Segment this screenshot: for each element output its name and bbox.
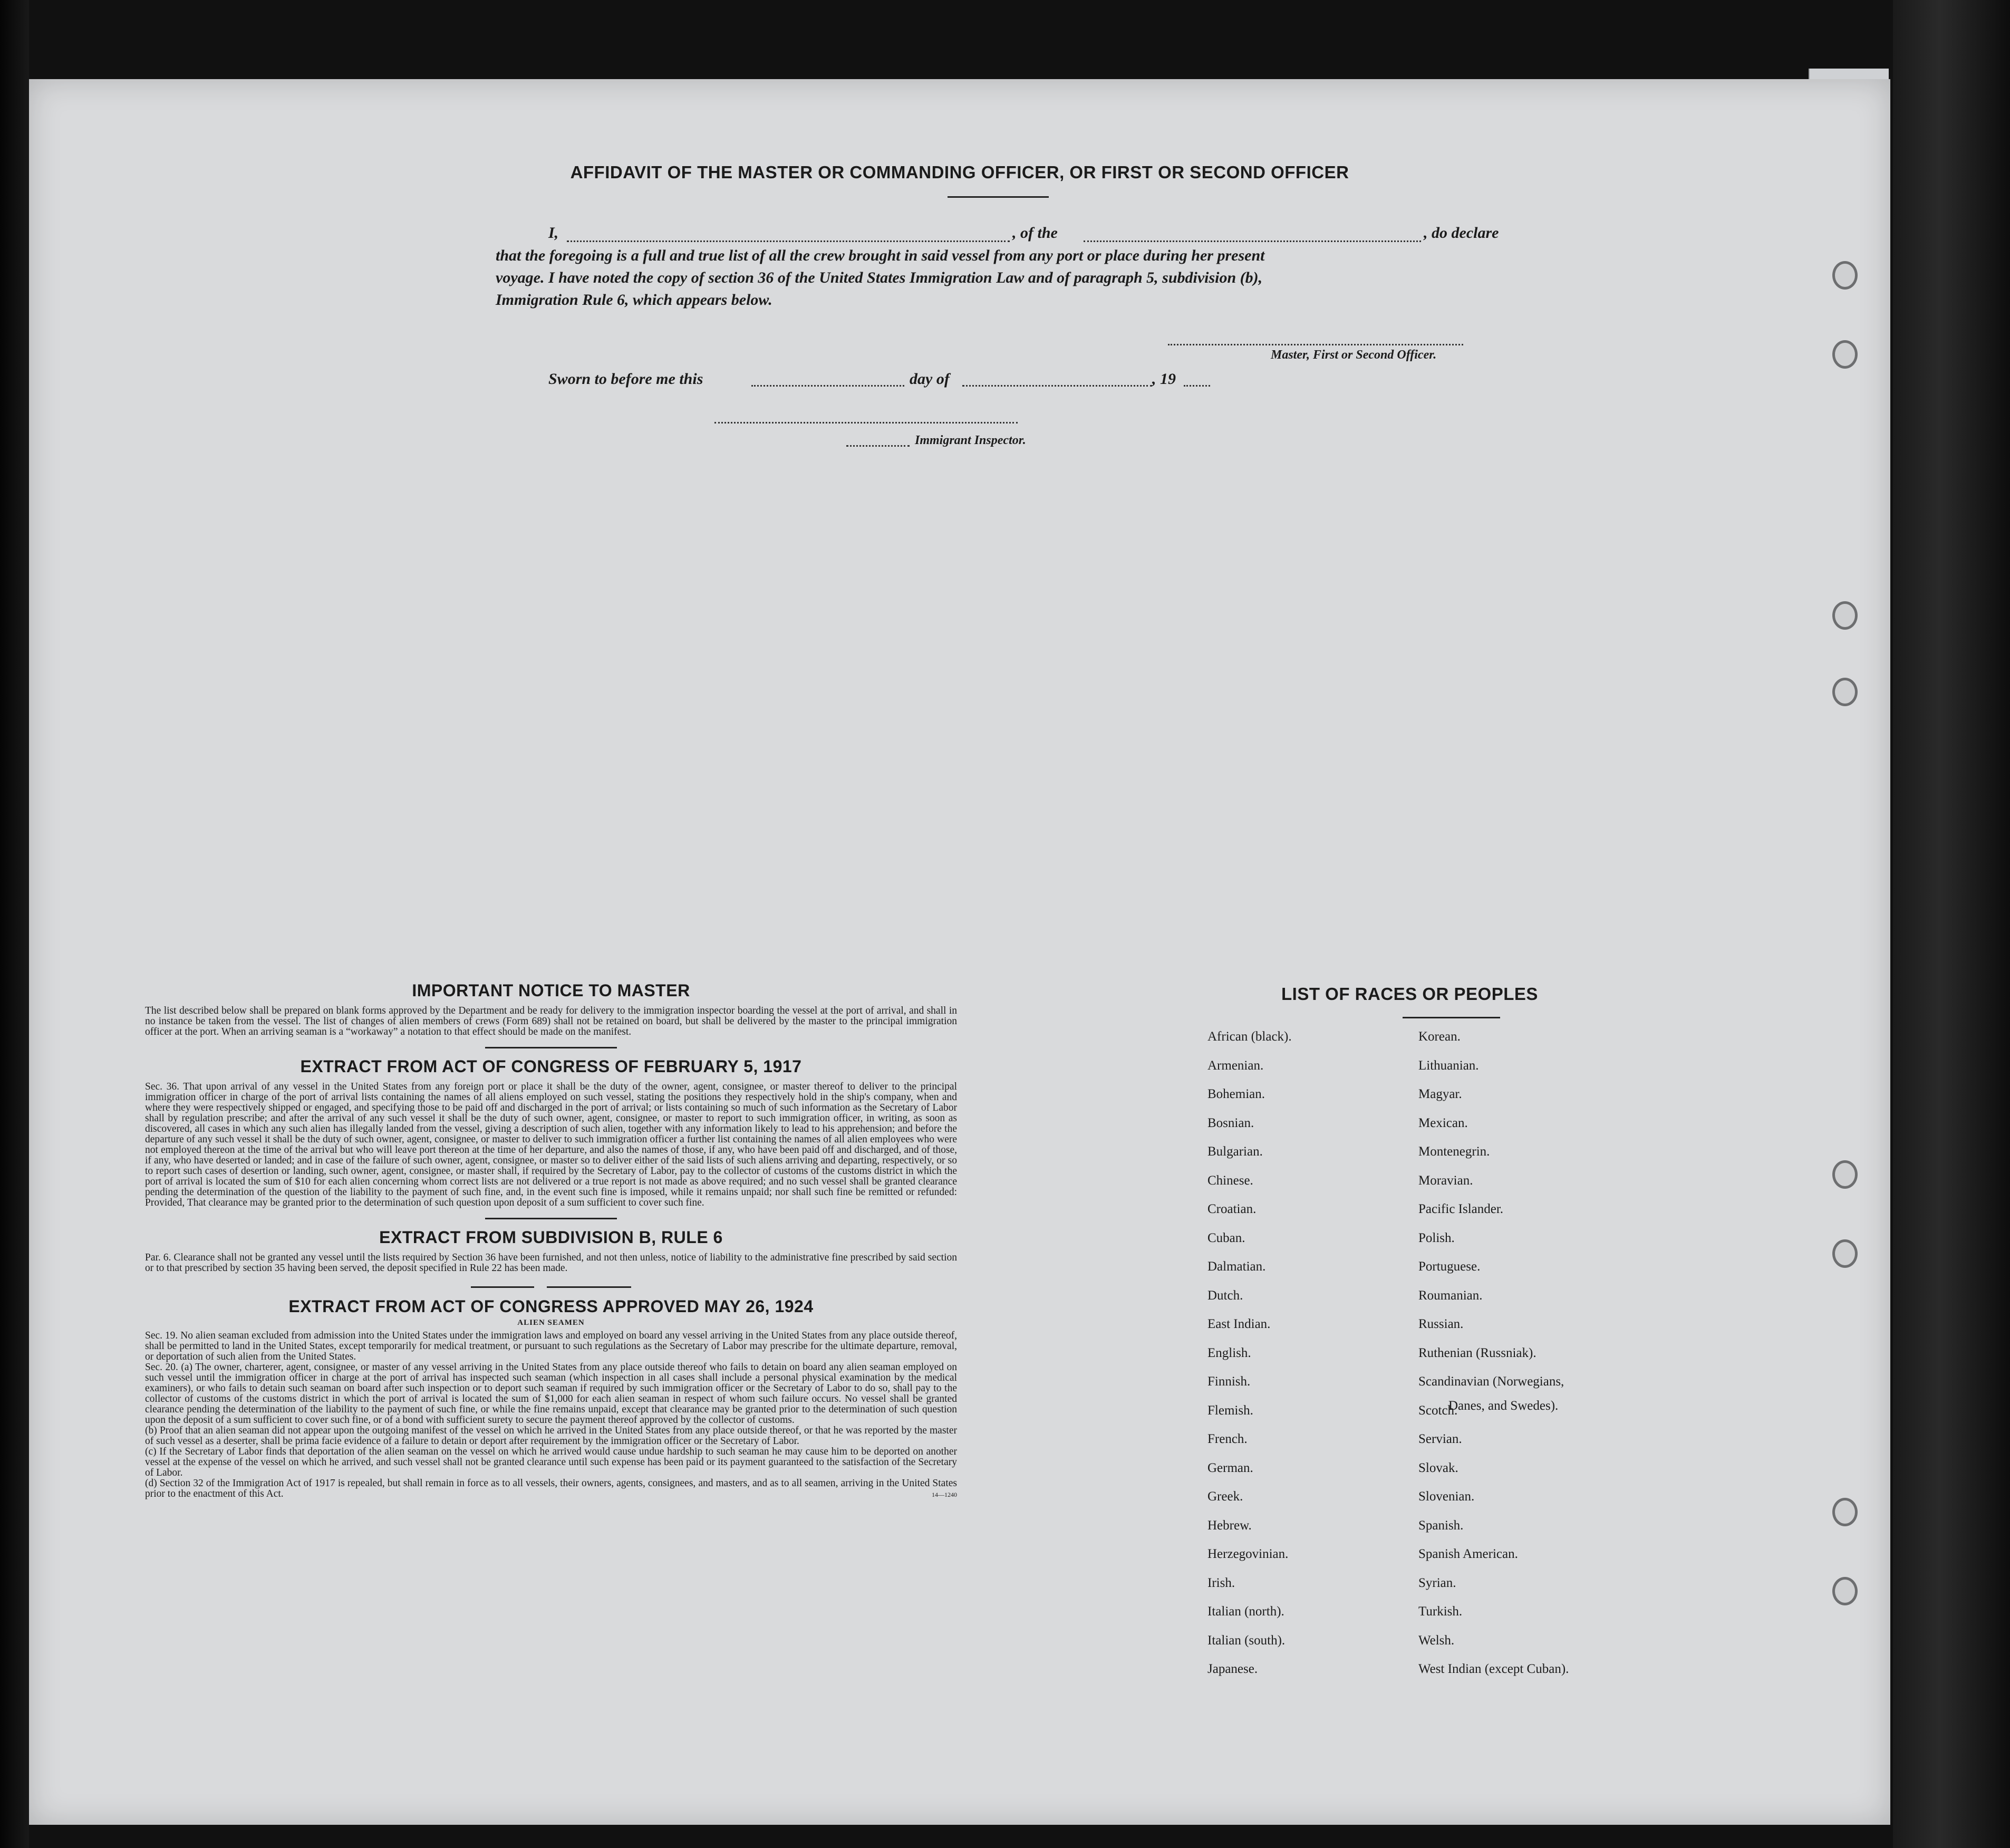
punch-hole (1832, 261, 1858, 290)
race-item: Portuguese. (1418, 1259, 1481, 1274)
affidavit-declare: , do declare (1424, 224, 1499, 242)
race-item: Pacific Islander. (1418, 1202, 1504, 1216)
title-underline (948, 196, 1049, 198)
inspector-label: Immigrant Inspector. (915, 434, 1026, 447)
race-item: Greek. (1207, 1489, 1243, 1504)
sec20a-text: Sec. 20. (a) The owner, charterer, agent, consignee, or master of any vessel arriving in the United States from any place outside thereof who fails to detain on board any alien seaman employed on such vessel until the immigration officer in charge at the port of arrival has inspected such seaman (which inspection in all cases shall include a personal physical examination by the medical examiners), or who fails to detain such seaman on board after such inspection or to deport such seaman if required by such immigration officer or the Secretary of Labor to do so, shall pay to the collector of customs of the customs district in which the port of arrival is located the sum of $1,000 for each alien seaman in respect of whom such failure occurs. No vessel shall be granted clearance pending the determination of the liability to the payment of such fine, or while the fine remains unpaid, except that clearance may be granted prior to the determination of such question upon the deposit of a sum sufficient to cover such fine, or of a bond with sufficient surety to secure the payment thereof approved by the collector of customs. (145, 1362, 957, 1426)
scan-border-left (0, 0, 29, 1848)
race-item: Moravian. (1418, 1173, 1473, 1188)
extract-1917-text: Sec. 36. That upon arrival of any vessel in the United States from any foreign port or place it shall be the duty of the owner, agent, consignee, or master thereof to deliver to the principal immigration officer in charge of the port of arrival lists containing the names of all aliens employed on such vessel, stating the positions they respectively hold in the ship's company, when and where they were respectively shipped or engaged, and specifying those to be paid off and discharged in the port of arrival; or lists containing so much of such information as the Secretary of Labor shall by regulation prescribe; and after the arrival of any such vessel it shall be the duty of such owner, agent, consignee, or master to report to such immigration officer, in writing, as soon as discovered, all cases in which any such alien has illegally landed from the vessel, giving a description of such alien, together with any information likely to lead to his apprehension; and before the departure of any such vessel it shall be the duty of such owner, agent, consignee, or master to deliver to such immigration officer a further list containing the names of all alien employees who were not employed thereon at the time of the arrival but who will leave port thereon at the time of her departure, and also the names of those, if any, who have been paid off and discharged, and of those, if any, who have deserted or landed; and in case of the failure of such owner, agent, consignee, or master so to deliver either of the said lists of such aliens arriving and departing, respectively, or so to report such cases of desertion or landing, such owner, agent, consignee, or master shall, if required by the Secretary of Labor, pay to the collector of customs of the customs district in which the port of arrival is located the sum of $10 for each alien concerning whom correct lists are not delivered or a true report is not made as above required; and no such vessel shall be granted clearance pending the determination of the question of the liability to the payment of such fine, and, in the event such fine is imposed, while it remains unpaid; nor shall such fine be remitted or refunded: Provided, That clearance may be granted prior to the determination of such question upon deposit of a sum sufficient to cover such fine. (145, 1081, 957, 1208)
year-label: , 19 (1152, 370, 1176, 388)
punch-hole (1832, 1577, 1858, 1605)
race-item: German. (1207, 1460, 1253, 1475)
race-item: Armenian. (1207, 1058, 1264, 1073)
race-item: Dalmatian. (1207, 1259, 1266, 1274)
race-item: Cuban. (1207, 1230, 1245, 1245)
document-page (29, 79, 1890, 1825)
punch-hole (1832, 678, 1858, 706)
scan-border-right (1893, 0, 2010, 1848)
notice-column (145, 981, 957, 1499)
race-item: Bosnian. (1207, 1115, 1254, 1130)
affidavit-line2: that the foregoing is a full and true list of all the crew brought in said vessel from any port or place during her present (496, 247, 1265, 264)
race-item: Flemish. (1207, 1403, 1253, 1418)
sworn-before-label: Sworn to before me this (548, 370, 703, 388)
race-item: Russian. (1418, 1317, 1464, 1331)
double-divider (145, 1281, 957, 1291)
sec20b-text: (b) Proof that an alien seaman did not appear upon the outgoing manifest of the vessel on which he arrived in the United States from any place outside thereof, or that he was reported by the master of such vessel as a deserter, shall be prima facie evidence of a failure to detain or deport after requirement by the immigration officer or the Secretary of Labor. (145, 1425, 957, 1447)
sworn-year-field[interactable] (1184, 385, 1210, 387)
race-item: Bohemian. (1207, 1087, 1265, 1101)
race-item: Turkish. (1418, 1604, 1463, 1619)
race-item: Chinese. (1207, 1173, 1253, 1188)
inspector-signature-field[interactable] (714, 422, 1018, 424)
punch-hole (1832, 1160, 1858, 1189)
extract-1917-heading: EXTRACT FROM ACT OF CONGRESS OF FEBRUARY 5, 1917 (300, 1057, 802, 1076)
race-item: Servian. (1418, 1432, 1462, 1446)
section-divider (485, 1047, 617, 1048)
extract-1924-heading: EXTRACT FROM ACT OF CONGRESS APPROVED MAY 26, 1924 (288, 1297, 814, 1316)
race-item: Ruthenian (Russniak). (1418, 1345, 1537, 1360)
race-item: Welsh. (1418, 1633, 1455, 1648)
affidavit-line3: voyage. I have noted the copy of section 36 of the United States Immigration Law and of paragraph 5, subdivision (b), (496, 269, 1263, 286)
race-item: Italian (south). (1207, 1633, 1286, 1648)
affidavit-of-the: , of the (1012, 224, 1058, 242)
race-item: Polish. (1418, 1230, 1455, 1245)
race-item: Magyar. (1418, 1087, 1462, 1101)
punch-hole (1832, 1498, 1858, 1526)
race-item: Lithuanian. (1418, 1058, 1479, 1073)
race-item: Hebrew. (1207, 1518, 1252, 1533)
punch-hole (1832, 601, 1858, 630)
sworn-month-field[interactable] (962, 385, 1152, 387)
form-number: 14—1240 (932, 1491, 957, 1498)
sec20d-text: (d) Section 32 of the Immigration Act of 1917 is repealed, but shall remain in force as to all vessels, their owners, agents, consignees, and masters, and as to all seamen, arriving in the United States prior to the enactment of this Act. (145, 1478, 957, 1499)
races-underline (1403, 1017, 1500, 1018)
punch-hole (1832, 340, 1858, 369)
race-item: Spanish American. (1418, 1547, 1518, 1561)
race-item: Finnish. (1207, 1374, 1251, 1389)
race-item: Scandinavian (Norwegians, (1418, 1374, 1564, 1389)
races-title: LIST OF RACES OR PEOPLES (1281, 984, 1538, 1004)
extract-rule6-heading: EXTRACT FROM SUBDIVISION B, RULE 6 (379, 1228, 723, 1247)
race-item: Spanish. (1418, 1518, 1464, 1533)
race-item: West Indian (except Cuban). (1418, 1662, 1569, 1676)
day-of-label: day of (910, 370, 950, 388)
race-item: Montenegrin. (1418, 1144, 1490, 1159)
race-item: Slovenian. (1418, 1489, 1475, 1504)
race-item: Scotch. (1418, 1403, 1458, 1418)
race-item: Korean. (1418, 1029, 1461, 1044)
race-item: French. (1207, 1432, 1248, 1446)
race-item: African (black). (1207, 1029, 1292, 1044)
race-item: Irish. (1207, 1575, 1235, 1590)
inspector-signature-field-short[interactable] (846, 445, 910, 447)
race-item: Japanese. (1207, 1662, 1258, 1676)
notice-text: The list described below shall be prepared on blank forms approved by the Department and be ready for delivery to the immigration inspector boarding the vessel at the port of arrival, and shall in no instance be taken from the vessel. The list of changes of alien members of crews (Form 689) shall not be retained on board, but shall be delivered by the master to the principal immigration officer at the port. When an arriving seaman is a “workaway” a notation to that effect should be made on the manifest. (145, 1005, 957, 1037)
sec20c-text: (c) If the Secretary of Labor finds that deportation of the alien seaman on the vessel on which he arrived would cause undue hardship to such seaman he may cause him to be deported on another vessel at the expense of the vessel on which he arrived, and such vessel shall not be granted clearance until such expense has been paid or its payment guaranteed to the satisfaction of the Secretary of Labor. (145, 1446, 957, 1478)
sworn-day-field[interactable] (751, 385, 904, 387)
sec19-text: Sec. 19. No alien seaman excluded from admission into the United States under the immigration laws and employed on board any vessel arriving in the United States from any place outside thereof, shall be permitted to land in the United States, except temporarily for medical treatment, or pursuant to such regulations as the Secretary of Labor may prescribe for the ultimate departure, removal, or deportation of such alien from the United States. (145, 1330, 957, 1362)
race-item: Slovak. (1418, 1460, 1458, 1475)
race-item: Mexican. (1418, 1115, 1468, 1130)
race-item: Croatian. (1207, 1202, 1257, 1216)
name-field[interactable] (567, 240, 1010, 242)
notice-heading: IMPORTANT NOTICE TO MASTER (412, 981, 690, 1000)
master-signature-field[interactable] (1168, 344, 1463, 345)
race-item: Roumanian. (1418, 1288, 1483, 1303)
extract-rule6-text: Par. 6. Clearance shall not be granted any vessel until the lists required by Section 36 have been furnished, and not then unless, notice of liability to the administrative fine prescribed by said section or to that prescribed by section 35 having been served, the deposit specified in Rule 22 has been made. (145, 1252, 957, 1274)
punch-hole (1832, 1239, 1858, 1268)
affidavit-line4: Immigration Rule 6, which appears below. (496, 291, 772, 309)
race-item: East Indian. (1207, 1317, 1271, 1331)
race-item: Italian (north). (1207, 1604, 1284, 1619)
race-item: Bulgarian. (1207, 1144, 1263, 1159)
race-item: Syrian. (1418, 1575, 1456, 1590)
section-divider (485, 1218, 617, 1219)
affidavit-i: I, (548, 224, 559, 242)
race-item: English. (1207, 1345, 1251, 1360)
vessel-field[interactable] (1084, 240, 1421, 242)
master-signature-label: Master, First or Second Officer. (1271, 348, 1437, 362)
race-item: Danes, and Swedes). (1448, 1399, 1559, 1413)
race-item: Herzegovinian. (1207, 1547, 1289, 1561)
race-item: Dutch. (1207, 1288, 1243, 1303)
alien-seamen-subheading: ALIEN SEAMEN (517, 1318, 585, 1327)
affidavit-title: AFFIDAVIT OF THE MASTER OR COMMANDING OFFICER, OR FIRST OR SECOND OFFICER (570, 162, 1349, 182)
